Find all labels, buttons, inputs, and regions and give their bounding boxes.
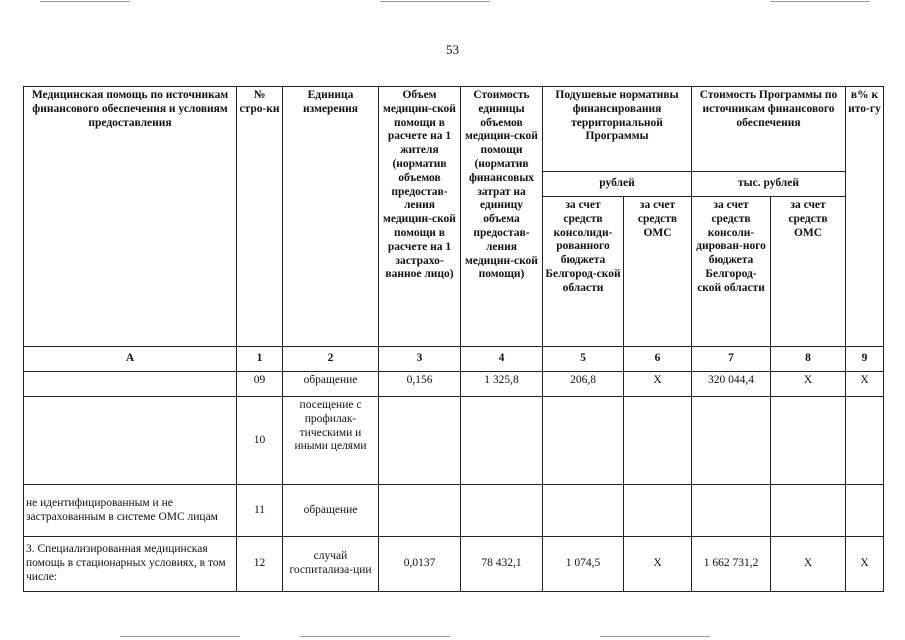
index-cell: 1 [237,347,283,372]
row-oms-program: Х [771,537,846,592]
row-regional-budget: 1 074,5 [543,537,624,592]
row-number: 12 [237,537,283,592]
row-volume: 0,0137 [379,537,461,592]
header-care-type: Медицинская помощь по источникам финансового обеспечения и условиям предоставления [24,87,237,347]
scan-edge-line [600,636,710,637]
row-oms-program: Х [771,372,846,397]
scan-edge-line [300,636,450,637]
row-percent [846,485,884,537]
row-oms: Х [624,372,692,397]
header-per-capita: Подушевые нормативы финансирования территориальной Программы [543,87,692,172]
index-cell: А [24,347,237,372]
row-oms-program [771,397,846,485]
row-unit-cost: 78 432,1 [461,537,543,592]
row-unit: случай госпитализа-ции [283,537,379,592]
index-cell: 5 [543,347,624,372]
row-percent [846,397,884,485]
row-care-type: не идентифицированным и не застрахованным в системе ОМС лицам [24,485,237,537]
row-oms [624,397,692,485]
header-volume: Объем медицин-ской помощи в расчете на 1 жителя (норматив объемов предостав-ления медицин-ской помощи в расчете на 1 застрахо-ванное лицо) [379,87,461,347]
header-percent: в% к ито-гу [846,87,884,347]
header-oms: за счет средств ОМС [624,197,692,347]
row-number: 10 [237,397,283,485]
row-regional-budget [543,397,624,485]
header-unit: Единица измерения [283,87,379,347]
row-regional-budget: 206,8 [543,372,624,397]
row-oms [624,485,692,537]
row-number: 11 [237,485,283,537]
row-care-type [24,397,237,485]
index-cell: 9 [846,347,884,372]
header-regional-budget: за счет средств консолиди-рованного бюджета Белгород-ской области [543,197,624,347]
scan-edge-line [120,636,240,637]
row-volume [379,397,461,485]
row-regional-budget-program [692,485,771,537]
row-oms: Х [624,537,692,592]
header-oms-program: за счет средств ОМС [771,197,846,347]
header-unit-thousand-rubles: тыс. рублей [692,172,846,197]
row-volume: 0,156 [379,372,461,397]
header-unit-cost: Стоимость единицы объемов медицин-ской помощи (норматив финансовых затрат на единицу объема предостав-ления медицин-ской помощи) [461,87,543,347]
row-unit: обращение [283,372,379,397]
index-cell: 8 [771,347,846,372]
row-care-type [24,372,237,397]
row-unit: посещение с профилак-тическими и иными целями [283,397,379,485]
row-unit-cost [461,485,543,537]
index-cell: 6 [624,347,692,372]
header-row-number: № стро-ки [237,87,283,347]
program-cost-table [23,86,884,592]
row-regional-budget [543,485,624,537]
page-number: 53 [446,42,459,57]
row-regional-budget-program [692,397,771,485]
index-cell: 7 [692,347,771,372]
row-regional-budget-program: 1 662 731,2 [692,537,771,592]
row-percent: Х [846,537,884,592]
index-cell: 3 [379,347,461,372]
scan-edge-line [380,1,490,2]
table-row [24,372,884,397]
row-care-type: 3. Специализированная медицинская помощь в стационарных условиях, в том числе: [24,537,237,592]
row-number: 09 [237,372,283,397]
row-unit-cost: 1 325,8 [461,372,543,397]
header-regional-budget-program: за счет средств консоли-дирован-ного бюджета Белгород-ской области [692,197,771,347]
table-row [24,485,884,537]
header-unit-rubles: рублей [543,172,692,197]
row-unit-cost [461,397,543,485]
row-percent: Х [846,372,884,397]
table-row [24,397,884,485]
column-index-row [24,347,884,372]
row-oms-program [771,485,846,537]
table-row [24,537,884,592]
index-cell: 2 [283,347,379,372]
header-program-cost: Стоимость Программы по источникам финансового обеспечения [692,87,846,172]
scan-edge-line [770,1,870,2]
scan-edge-line [40,1,130,2]
row-unit: обращение [283,485,379,537]
index-cell: 4 [461,347,543,372]
row-regional-budget-program: 320 044,4 [692,372,771,397]
row-volume [379,485,461,537]
